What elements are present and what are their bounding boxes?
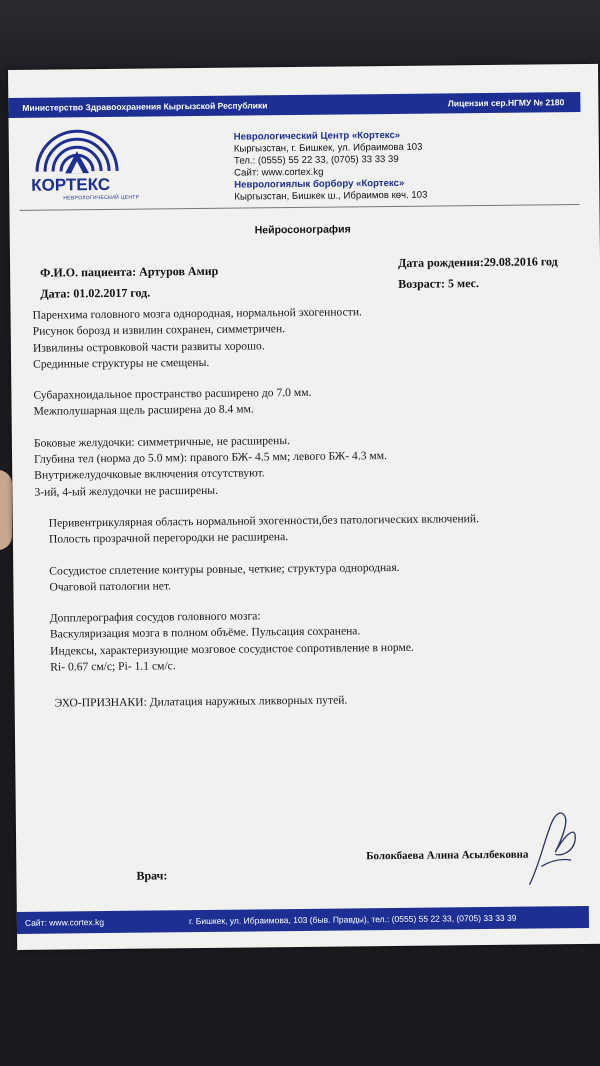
- org-address-kg: Кыргызстан, Бишкек ш., Ибраимов көч. 103: [234, 189, 428, 203]
- birth-date: Дата рождения:29.08.2016 год: [397, 254, 558, 270]
- medical-report-sheet: [8, 64, 600, 950]
- finding-line: Глубина тел (норма до 5.0 мм): правого БЖ- 4.5 мм; левого БЖ- 4.3 мм.: [34, 449, 388, 466]
- finding-line: Рисунок борозд и извилин сохранен, симметричен.: [32, 322, 286, 339]
- header-bar: [8, 92, 580, 118]
- finding-line: Паренхима головного мозга однородная, нормальной эхогенности.: [32, 305, 362, 322]
- finding-line: Перивентрикулярная область нормальной эхогенности,без патологических включений.: [48, 512, 480, 530]
- finding-line: Допплерография сосудов головного мозга:: [49, 609, 261, 625]
- footer-address: г. Бишкек, ул. Ибраимова, 103 (быв. Правды), тел.: (0555) 55 22 33, (0705) 33 33 39: [188, 912, 517, 927]
- finding-line: Очаговой патологии нет.: [49, 579, 172, 594]
- logo-subtitle: НЕВРОЛОГИЧЕСКИЙ ЦЕНТР: [63, 194, 140, 202]
- org-address-ru: Кыргызстан, г. Бишкек, ул. Ибраимова 103: [233, 141, 423, 155]
- org-name-ru: Неврологический Центр «Кортекс»: [233, 129, 401, 143]
- finding-line: Извилины островковой части развиты хорошо.: [32, 338, 265, 355]
- finding-line: Ri- 0.67 см/с; Pi- 1.1 см/с.: [50, 659, 176, 674]
- exam-date: Дата: 01.02.2017 год.: [40, 285, 151, 301]
- doctor-label: Врач:: [136, 868, 168, 883]
- finding-line: Индексы, характеризующие мозговое сосудистое сопротивление в норме.: [50, 640, 414, 658]
- document-title: Нейросонография: [254, 223, 351, 237]
- finding-line: Внутрижелудочковые включения отсутствуют.: [34, 466, 265, 483]
- finding-line: Полость прозрачной перегородки не расширена.: [48, 530, 289, 546]
- finding-line: Межполушарная щель расширена до 8.4 мм.: [33, 402, 254, 419]
- org-phone: Тел.: (0555) 55 22 33, (0705) 33 33 39: [233, 153, 399, 167]
- patient-age: Возраст: 5 мес.: [398, 276, 480, 291]
- finding-line: Субарахноидальное пространство расширено до 7.0 мм.: [33, 386, 312, 402]
- org-site: Сайт: www.cortex.kg: [234, 166, 324, 179]
- license-text: Лицензия сер.НГМУ № 2180: [447, 97, 565, 109]
- finding-line: Васкуляризация мозга в полном объёме. Пульсация сохранена.: [49, 624, 361, 642]
- footer-bar: [17, 906, 589, 934]
- finding-line: Срединные структуры не смещены.: [33, 355, 210, 371]
- org-name-kg: Неврологиялык борбору «Кортекс»: [234, 177, 405, 191]
- findings-text: [32, 303, 480, 712]
- signature-icon: [521, 804, 582, 890]
- finding-line: Сосудистое сплетение контуры ровные, четкие; структура однородная.: [49, 560, 400, 578]
- finding-line: Боковые желудочки: симметричные, не расширены.: [33, 433, 291, 450]
- finger-edge: [0, 470, 12, 550]
- conclusion-line: ЭХО-ПРИЗНАКИ: Дилатация наружных ликворных путей.: [54, 693, 348, 710]
- finding-line: 3-ий, 4-ый желудочки не расширены.: [34, 483, 219, 499]
- doctor-name: Болокбаева Алина Асылбековна: [366, 848, 529, 863]
- footer-site: Сайт: www.cortex.kg: [24, 917, 105, 928]
- organization-block: [234, 130, 428, 204]
- header-divider: [19, 204, 579, 211]
- logo-name: КОРТЕКС: [31, 174, 111, 195]
- patient-name: Ф.И.О. пациента: Артуров Амир: [40, 263, 219, 280]
- ministry-text: Министерство Здравоохранения Кыргызской Республики: [22, 100, 268, 113]
